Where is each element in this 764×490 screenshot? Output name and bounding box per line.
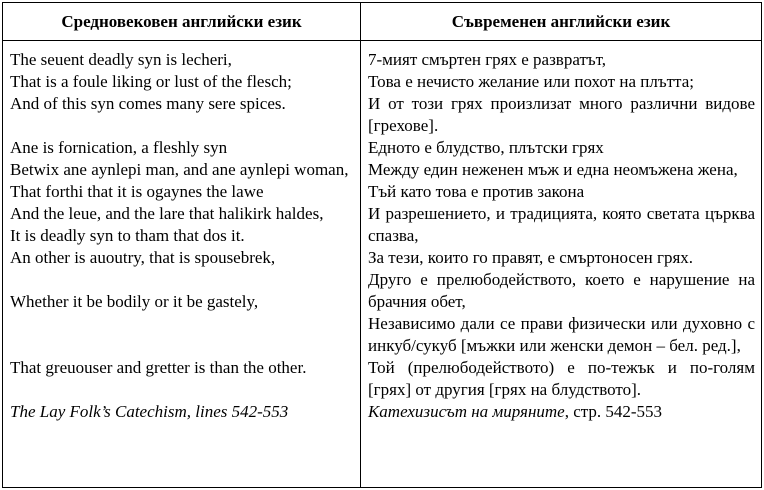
me-line: The seuent deadly syn is lecheri, (10, 50, 232, 69)
me-line: It is deadly syn to tham that dos it. (10, 226, 245, 245)
me-line: Whether it be bodily or it be gastely, (10, 292, 259, 311)
me-line: Betwix ane aynlepi man, and ane aynlepi woman, (10, 160, 349, 179)
modern-line: 7-мият смъртен грях е развратът, (368, 50, 607, 69)
stanza-gap (10, 313, 354, 335)
me-line: That is a foule liking or lust of the flesch; (10, 72, 292, 91)
me-line: That greuouser and gretter is than the other. (10, 358, 307, 377)
modern-line: Едното е блудство, плътски грях (368, 138, 604, 157)
header-row (3, 3, 762, 41)
me-source-citation: The Lay Folk’s Catechism, lines 542-553 (10, 402, 289, 421)
stanza-gap (10, 115, 354, 137)
body-row (3, 41, 762, 488)
stanza-gap (10, 335, 354, 357)
translation-table (2, 2, 762, 488)
modern-line: И разрешението, и традицията, която светата църква спазва, (368, 204, 755, 245)
modern-source-citation (368, 401, 755, 423)
modern-line: Между един неженен мъж и една неомъжена жена, (368, 160, 738, 179)
modern-line: За тези, които го правят, е смъртоносен грях. (368, 248, 694, 267)
modern-source-title: Катехизисът на миряните (368, 402, 565, 421)
modern-line: И от този грях произлизат много различни видове [грехове]. (368, 94, 755, 135)
modern-line: Друго е прелюбодейството, което е нарушение на брачния обет, (368, 270, 755, 311)
modern-line: Независимо дали се прави физически или духовно с инкуб/сукуб [мъжки или женски демон – бел. ред.], (368, 314, 755, 355)
modern-english-cell (361, 41, 762, 488)
me-line: And of this syn comes many sere spices. (10, 94, 286, 113)
me-line: An other is auoutry, that is spousebrek, (10, 248, 276, 267)
modern-line: Това е нечисто желание или похот на плътта; (368, 72, 694, 91)
modern-source-pages: , стр. 542-553 (564, 402, 663, 421)
me-line: And the leue, and the lare that halikirk haldes, (10, 204, 324, 223)
me-line: That forthi that it is ogaynes the lawe (10, 182, 264, 201)
middle-english-cell (3, 41, 361, 488)
header-middle-english: Средновековен английски език (3, 3, 361, 41)
stanza-gap (10, 379, 354, 401)
me-line: Ane is fornication, a fleshly syn (10, 138, 228, 157)
header-modern-english: Съвременен английски език (361, 3, 762, 41)
stanza-gap (10, 269, 354, 291)
modern-line: Тъй като това е против закона (368, 182, 585, 201)
modern-line: Той (прелюбодейството) е по-тежък и по-голям [грях] от другия [грях на блудството]. (368, 358, 755, 399)
